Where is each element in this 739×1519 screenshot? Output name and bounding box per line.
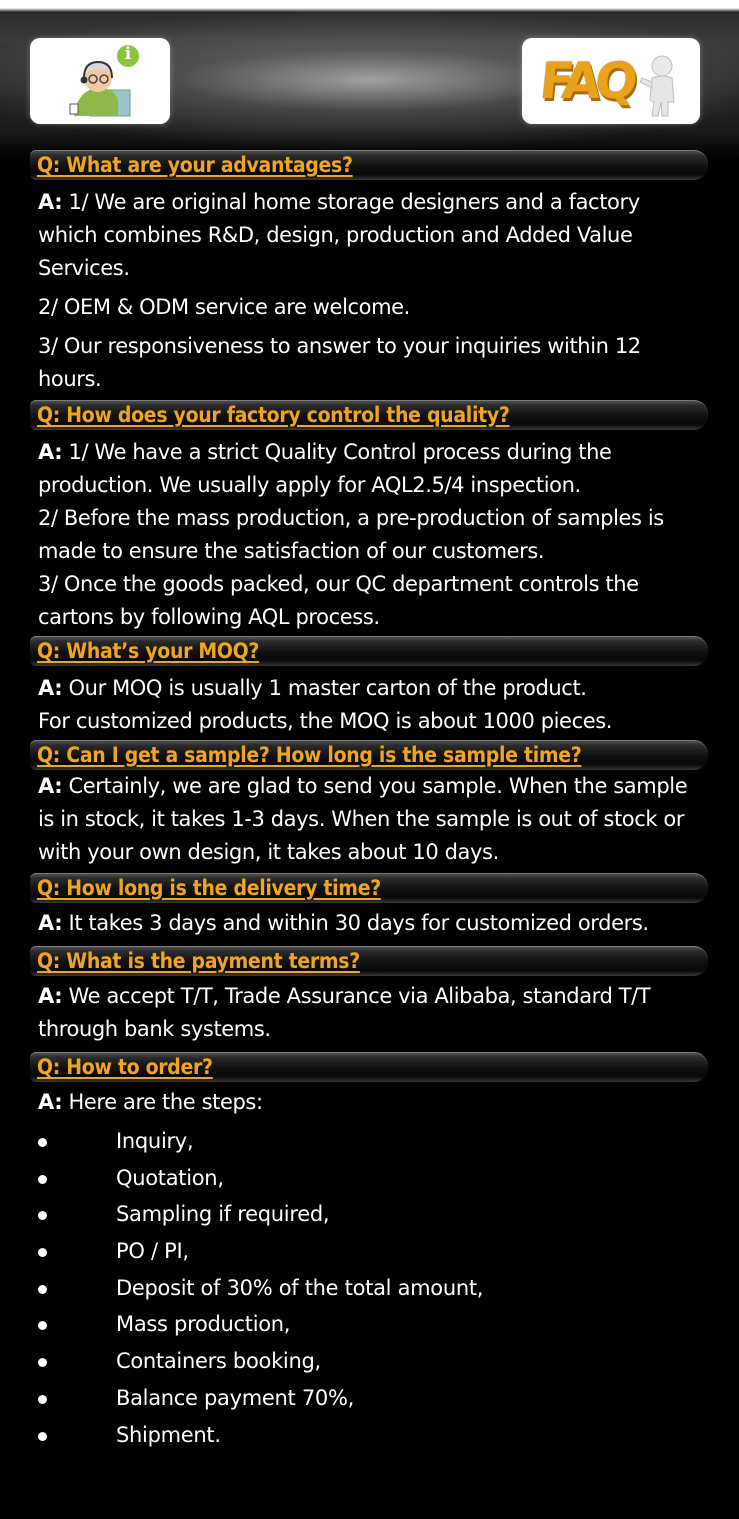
step-text: Containers booking,: [116, 1349, 321, 1374]
question-text: Q: What’s your MOQ?: [37, 639, 260, 663]
answer-line: [38, 980, 698, 1046]
bullet-icon: [38, 1285, 47, 1294]
answer-line: [38, 186, 698, 285]
question-text: Q: How long is the delivery time?: [37, 876, 381, 900]
bullet-icon: [38, 1395, 47, 1404]
bullet-icon: [38, 1358, 47, 1367]
answer-block: [38, 186, 698, 396]
list-item: [38, 1417, 739, 1454]
answer-block: [38, 1086, 698, 1119]
answer-block: [38, 672, 698, 738]
answer-line: 3/ Once the goods packed, our QC department controls the cartons by following AQL process.: [38, 572, 639, 629]
answer-line: [38, 907, 698, 940]
question-text: Q: What are your advantages?: [37, 153, 353, 177]
answer-block: [38, 907, 698, 940]
question-bar: [30, 400, 708, 430]
list-item: [38, 1306, 739, 1343]
answer-line: [38, 770, 698, 869]
order-steps-list: [38, 1123, 739, 1453]
question-bar: [30, 1052, 708, 1082]
bullet-icon: [38, 1211, 47, 1220]
answer-block: [38, 436, 698, 634]
question-bar: [30, 150, 708, 180]
bullet-icon: [38, 1432, 47, 1441]
answer-line: [38, 436, 698, 502]
step-text: Inquiry,: [116, 1129, 194, 1153]
question-bar: [30, 873, 708, 903]
answer-label: A:: [38, 440, 63, 464]
answer-text: Certainly, we are glad to send you sample. When the sample is in stock, it takes 1-3 days. When the sample is out of stock or with your own design, it takes about 10 days.: [38, 774, 688, 864]
figure-icon: [522, 38, 700, 124]
list-item: [38, 1270, 739, 1307]
step-text: Deposit of 30% of the total amount,: [116, 1275, 484, 1300]
answer-label: A:: [38, 190, 63, 214]
answer-block: [38, 980, 698, 1046]
answer-label: A:: [38, 676, 63, 700]
list-item: [38, 1123, 739, 1160]
question-bar: [30, 946, 708, 976]
faq-logo-card: [522, 38, 700, 124]
step-text: PO / PI,: [116, 1239, 189, 1264]
answer-text: Here are the steps:: [62, 1090, 263, 1114]
question-bar: [30, 636, 708, 666]
faq-list: [0, 146, 739, 1453]
list-item: [38, 1233, 739, 1270]
question-text: Q: What is the payment terms?: [37, 949, 360, 973]
list-item: [38, 1196, 739, 1233]
bullet-icon: [38, 1248, 47, 1257]
answer-text: 1/ We have a strict Quality Control process during the production. We usually apply for AQL2.5/4 inspection.: [38, 440, 612, 497]
answer-text: Our MOQ is usually 1 master carton of the product.: [62, 676, 587, 700]
list-item: [38, 1160, 739, 1197]
list-item: [38, 1380, 739, 1417]
step-text: Quotation,: [116, 1165, 224, 1190]
answer-line: 2/ Before the mass production, a pre-production of samples is made to ensure the satisfaction of our customers.: [38, 506, 664, 563]
answer-line: For customized products, the MOQ is about 1000 pieces.: [38, 709, 613, 733]
step-text: Balance payment 70%,: [116, 1385, 355, 1410]
answer-label: A:: [38, 911, 63, 935]
question-text: Q: How does your factory control the quality?: [37, 403, 510, 427]
support-person-icon: [30, 38, 170, 124]
bullet-icon: [38, 1138, 47, 1147]
answer-label: A:: [38, 984, 63, 1008]
question-text: Q: How to order?: [37, 1055, 213, 1079]
answer-text: It takes 3 days and within 30 days for customized orders.: [62, 911, 649, 935]
question-text: Q: Can I get a sample? How long is the sample time?: [37, 743, 582, 767]
list-item: [38, 1343, 739, 1380]
bullet-icon: [38, 1321, 47, 1330]
answer-label: A:: [38, 774, 63, 798]
step-text: Sampling if required,: [116, 1202, 330, 1227]
bullet-icon: [38, 1175, 47, 1184]
answer-block: [38, 770, 698, 869]
answer-line: 2/ OEM & ODM service are welcome.: [38, 295, 410, 319]
answer-line: [38, 1086, 698, 1119]
answer-line: 3/ Our responsiveness to answer to your inquiries within 12 hours.: [38, 334, 641, 391]
step-text: Shipment.: [116, 1422, 221, 1447]
step-text: Mass production,: [116, 1312, 291, 1337]
support-card: [30, 38, 170, 124]
info-badge-letter: i: [124, 44, 132, 64]
faq-logo-text: FAQ: [536, 52, 635, 110]
answer-label: A:: [38, 1090, 63, 1114]
answer-line: [38, 672, 698, 705]
answer-text: We accept T/T, Trade Assurance via Alibaba, standard T/T through bank systems.: [38, 984, 651, 1041]
answer-text: 1/ We are original home storage designers and a factory which combines R&D, design, production and Added Value Services.: [38, 190, 640, 280]
question-bar: [30, 740, 708, 770]
